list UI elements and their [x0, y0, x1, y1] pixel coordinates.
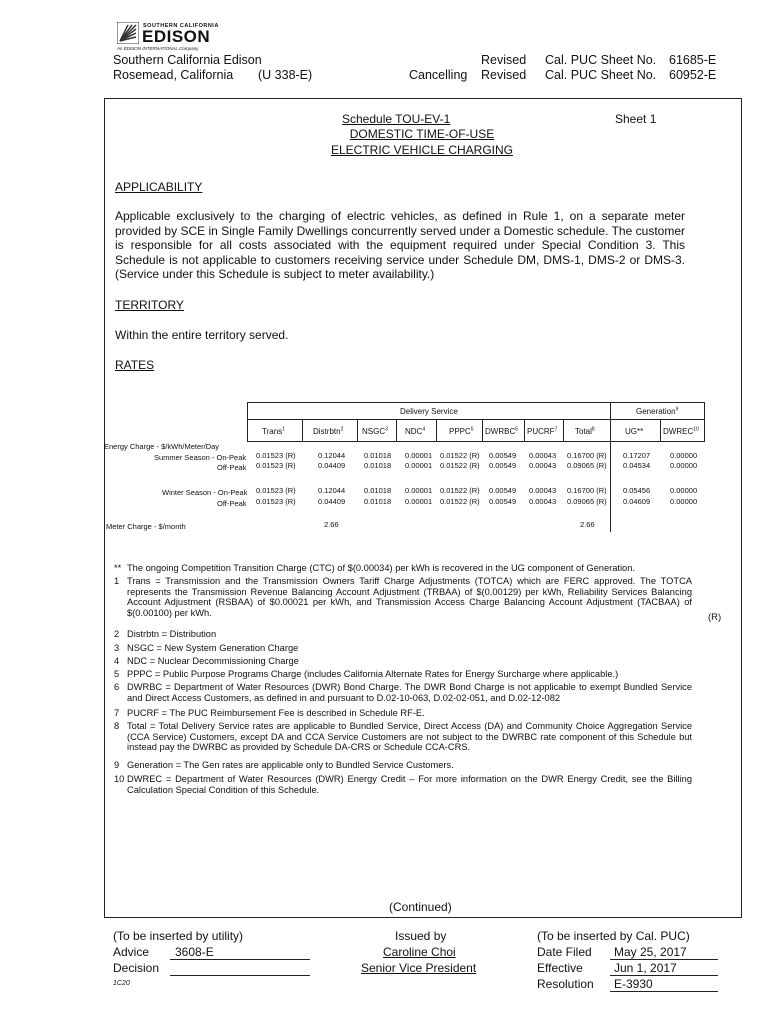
rate-cell: 0.01018: [364, 451, 392, 460]
sheet-number-title: Sheet 1: [615, 112, 657, 126]
column-header: NDC$^4$: [405, 426, 426, 436]
rate-cell: 0.09065 (R): [567, 497, 607, 506]
rate-cell: 0.01018: [364, 461, 392, 470]
summer-off-peak-label: Off-Peak: [217, 463, 247, 472]
rate-cell: 0.01523 (R): [256, 451, 296, 460]
column-header: UG**: [625, 427, 644, 436]
footnote-number: 5: [114, 669, 120, 679]
sheet-number-1: 61685-E: [669, 53, 717, 67]
advice-label: Advice: [113, 945, 150, 959]
meter-charge-label: Meter Charge - $/month: [106, 522, 186, 531]
footnote: [114, 774, 692, 834]
rate-cell: 0.16700 (R): [567, 486, 607, 495]
rate-cell: 0.16700 (R): [567, 451, 607, 460]
rate-cell: 0.01523 (R): [256, 461, 296, 470]
revision-mark: (R): [708, 612, 722, 623]
territory-text: Within the entire territory served.: [115, 328, 289, 342]
footnote-number: **: [114, 563, 122, 573]
rate-cell: 0.01018: [364, 486, 392, 495]
issuer-title: Senior Vice President: [361, 961, 477, 975]
rate-cell: 0.01018: [364, 497, 392, 506]
delivery-service-header: Delivery Service: [400, 407, 458, 416]
footnote-text: NSGC = New System Generation Charge: [127, 643, 299, 653]
rate-cell: 0.17207: [623, 451, 651, 460]
footnote-text: PUCRF = The PUC Reimbursement Fee is described in Schedule RF-E.: [127, 708, 425, 718]
issuer-name: Caroline Choi: [383, 945, 456, 959]
decision-label: Decision: [113, 961, 160, 975]
footnote-number: 3: [114, 643, 120, 653]
resolution-value: E-3930: [614, 977, 653, 991]
rate-cell: 0.01522 (R): [440, 451, 480, 460]
rate-cell: 0.12044: [318, 486, 346, 495]
rate-cell: 0.00043: [529, 451, 557, 460]
sheet-label-2: Cal. PUC Sheet No.: [545, 68, 657, 82]
revised-label-2: Revised: [481, 68, 527, 82]
logo-top-text: SOUTHERN CALIFORNIA: [143, 23, 219, 29]
rate-cell: 0.00043: [529, 486, 557, 495]
rate-cell: 0.00001: [405, 461, 433, 470]
footnote-number: 10: [114, 774, 125, 784]
column-header: Trans$^1$: [262, 426, 285, 436]
logo-name: EDISON: [142, 27, 211, 46]
winter-off-peak-label: Off-Peak: [217, 499, 247, 508]
rate-cell: 0.12044: [318, 451, 346, 460]
column-header: DWRBC$^6$: [485, 426, 518, 436]
rate-cell: 0.01522 (R): [440, 486, 480, 495]
energy-charge-label: Energy Charge - $/kWh/Meter/Day: [104, 442, 220, 451]
rate-cell: 0.00549: [489, 497, 517, 506]
effective-label: Effective: [537, 961, 583, 975]
column-header: PUCRF$^7$: [527, 426, 558, 436]
rate-cell: 0.01523 (R): [256, 497, 296, 506]
territory-heading: TERRITORY: [115, 298, 184, 312]
footnote: [114, 576, 692, 636]
sheet-label-1: Cal. PUC Sheet No.: [545, 53, 657, 67]
continued-label: (Continued): [389, 900, 452, 914]
rate-cell: 0.00000: [670, 486, 698, 495]
edison-logo-icon: [117, 22, 139, 44]
date-filed-label: Date Filed: [537, 945, 592, 959]
effective-value: Jun 1, 2017: [614, 961, 677, 975]
column-header: NSGC$^3$: [362, 426, 388, 436]
revised-label-1: Revised: [481, 53, 527, 67]
applicability-text: Applicable exclusively to the charging of electric vehicles, as defined in Rule 1, on a separate meter provided by SCE in Single Family Dwellings concurrently served under a Domestic schedule. The customer is responsible for all costs associated with the equipment required under Special Condition 3. This Schedule is not applicable to customers receiving service under Schedule DM, DMS-1, DMS-2 or DMS-3. (Service under this Schedule is subject to meter availability.): [115, 209, 685, 281]
footnote-number: 7: [114, 708, 120, 718]
footnote-text: Trans = Transmission and the Transmission Owners Tariff Charge Adjustments (TOTCA) which are FERC approved. The TOTCA represents the Transmission Revenue Balancing Account Adjustment (TRBAA) of $(0.00129) per kWh, Reliability Services Balancing Account Adjustment (RSBAA) of $0.00021 per kWh, and Transmission Access Charge Balancing Account Adjustment (TACBAA) of $(0.00100) per kWh.: [127, 576, 692, 618]
rate-cell: 0.01523 (R): [256, 486, 296, 495]
applicability-heading: APPLICABILITY: [115, 180, 203, 194]
utility-insert-heading: (To be inserted by utility): [113, 929, 244, 943]
rate-cell: 0.04409: [318, 497, 346, 506]
footnote-number: 6: [114, 682, 120, 692]
utility-code: (U 338-E): [258, 68, 313, 82]
footnote-number: 2: [114, 629, 120, 639]
rate-cell: 0.00549: [489, 461, 517, 470]
logo-subtitle: An EDISON INTERNATIONAL Company: [117, 46, 199, 51]
rate-cell: 0.04609: [623, 497, 651, 506]
rate-cell: 0.00043: [529, 461, 557, 470]
summer-on-peak-label: Summer Season - On-Peak: [154, 453, 247, 462]
generation-header: Generation$^9$: [636, 406, 679, 416]
footnote-number: 1: [114, 576, 120, 586]
rate-cell: 0.01522 (R): [440, 461, 480, 470]
rate-cell: 0.00043: [529, 497, 557, 506]
meter-charge-total: 2.66: [580, 520, 595, 529]
date-filed-value: May 25, 2017: [614, 945, 687, 959]
rate-cell: 0.00000: [670, 451, 698, 460]
schedule-title: Schedule TOU-EV-1: [342, 112, 451, 126]
schedule-subtitle-2: ELECTRIC VEHICLE CHARGING: [330, 143, 514, 157]
footnote-text: The ongoing Competition Transition Charge (CTC) of $(0.00034) per kWh is recovered in the UG component of Generation.: [127, 563, 635, 573]
rate-cell: 0.00001: [405, 497, 433, 506]
rate-cell: 0.05456: [623, 486, 651, 495]
column-header: PPPC$^5$: [449, 426, 474, 436]
footnote-number: 8: [114, 721, 120, 731]
rate-cell: 0.00000: [670, 461, 698, 470]
rate-cell: 0.00000: [670, 497, 698, 506]
footnote-text: Total = Total Delivery Service rates are applicable to Bundled Service, Direct Access (DA) and Community Choice Aggregation Service (CCA Service) Customers, except DA and CCA Service Customers are not subject to the DWRBC rate component of this Schedule but instead pay the DWRBC as provided by Schedule DA-CRS or Schedule CCA-CRS.: [127, 721, 692, 752]
puc-insert-heading: (To be inserted by Cal. PUC): [537, 929, 690, 943]
rate-cell: 0.00549: [489, 486, 517, 495]
footnote-text: Distrbtn = Distribution: [127, 629, 217, 639]
footnote-text: NDC = Nuclear Decommissioning Charge: [127, 656, 299, 666]
advice-value: 3608-E: [175, 945, 214, 959]
sheet-number-2: 60952-E: [669, 68, 717, 82]
column-header: DWREC$^{10}$: [663, 426, 699, 436]
footnote-number: 9: [114, 760, 120, 770]
footnote-text: PPPC = Public Purpose Programs Charge (includes California Alternate Rates for Energy Surcharge where applicable.): [127, 669, 619, 679]
column-header: Distrbtn$^2$: [313, 426, 344, 436]
resolution-label: Resolution: [537, 977, 594, 991]
rate-cell: 0.04534: [623, 461, 651, 470]
rate-cell: 0.00001: [405, 451, 433, 460]
company-name: Southern California Edison: [113, 53, 262, 67]
footnote-number: 4: [114, 656, 120, 666]
issued-by-label: Issued by: [395, 929, 447, 943]
meter-charge-distrbtn: 2.66: [324, 520, 339, 529]
column-header: Total$^8$: [575, 426, 595, 436]
schedule-subtitle-1: DOMESTIC TIME-OF-USE: [349, 127, 495, 141]
company-location: Rosemead, California: [113, 68, 234, 82]
rate-cell: 0.00549: [489, 451, 517, 460]
rates-heading: RATES: [115, 358, 155, 372]
footnote-text: DWRBC = Department of Water Resources (DWR) Bond Charge. The DWR Bond Charge is not applicable to exempt Bundled Service and Direct Access Customers, as defined in and pursuant to D.02-10-063, D.02-02-051, and D.02-12-082: [127, 682, 692, 703]
cancelling-label: Cancelling: [409, 68, 468, 82]
rate-cell: 0.01522 (R): [440, 497, 480, 506]
rate-cell: 0.04409: [318, 461, 346, 470]
footnote-text: DWREC = Department of Water Resources (DWR) Energy Credit – For more information on the DWR Energy Credit, see the Billing Calculation Special Condition of this Schedule.: [127, 774, 692, 795]
footnote-text: Generation = The Gen rates are applicable only to Bundled Service Customers.: [127, 760, 454, 770]
form-code: 1C20: [113, 980, 130, 987]
rate-cell: 0.00001: [405, 486, 433, 495]
rate-cell: 0.09065 (R): [567, 461, 607, 470]
winter-on-peak-label: Winter Season - On-Peak: [162, 488, 248, 497]
